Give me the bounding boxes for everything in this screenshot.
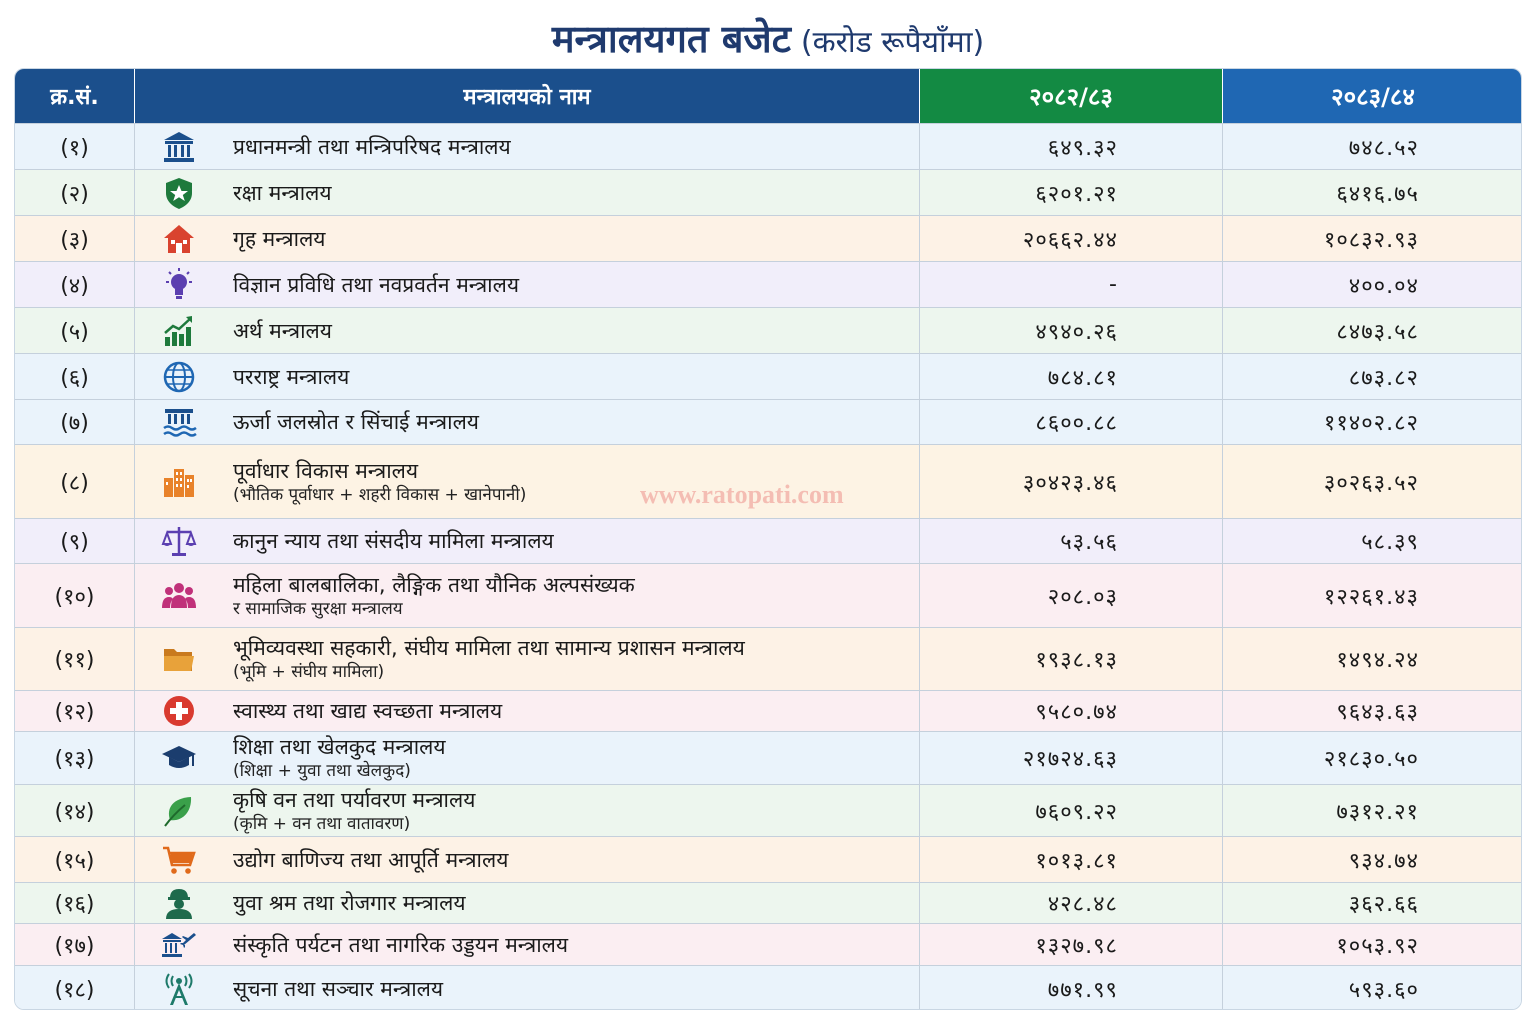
serial-number: (१६) xyxy=(15,882,135,923)
ministry-cell xyxy=(135,123,920,169)
folder-icon xyxy=(159,639,199,679)
ministry-name: ऊर्जा जलस्रोत र सिंचाई मन्त्रालय xyxy=(233,410,479,434)
ministry-name: भूमिव्यवस्था सहकारी, संघीय मामिला तथा सामान्य प्रशासन मन्त्रालय xyxy=(233,636,745,660)
ministry-name: विज्ञान प्रविधि तथा नवप्रवर्तन मन्त्रालय xyxy=(233,272,520,297)
budget-2083-84: ३०२६३.५२ xyxy=(1223,444,1522,518)
ministry-cell xyxy=(135,215,920,261)
budget-2082-83: २१७२४.६३ xyxy=(920,731,1223,784)
budget-2082-83: ६४९.३२ xyxy=(920,123,1223,169)
ministry-name: कृषि वन तथा पर्यावरण मन्त्रालय xyxy=(233,787,476,812)
medical-cross-icon xyxy=(159,691,199,731)
ministry-subtitle: (भूमि + संघीय मामिला) xyxy=(233,662,385,682)
ministry-cell xyxy=(135,518,920,563)
budget-2082-83: ९५८०.७४ xyxy=(920,690,1223,731)
ministry-cell xyxy=(135,169,920,215)
serial-number: (८) xyxy=(15,444,135,518)
balance-scale-icon xyxy=(159,521,199,561)
budget-2083-84: ९६४३.६३ xyxy=(1223,690,1522,731)
house-icon xyxy=(159,219,199,259)
graduation-cap-icon xyxy=(159,738,199,778)
ministry-cell xyxy=(135,627,920,690)
ministry-cell xyxy=(135,261,920,307)
budget-2083-84: ८७३.८२ xyxy=(1223,353,1522,399)
budget-2082-83: ६२०१.२१ xyxy=(920,169,1223,215)
radio-tower-icon xyxy=(159,969,199,1009)
budget-2083-84: १२२६१.४३ xyxy=(1223,563,1522,627)
ministry-cell xyxy=(135,690,920,731)
budget-2083-84: १०८३२.९३ xyxy=(1223,215,1522,261)
ministry-name: उद्योग बाणिज्य तथा आपूर्ति मन्त्रालय xyxy=(233,847,509,872)
globe-icon xyxy=(159,357,199,397)
ministry-subtitle: र सामाजिक सुरक्षा मन्त्रालय xyxy=(233,598,403,619)
serial-number: (३) xyxy=(15,215,135,261)
shield-star-icon xyxy=(159,173,199,213)
budget-2083-84: १०५३.९२ xyxy=(1223,923,1522,965)
title-unit: (करोड रूपैयाँमा) xyxy=(800,25,985,60)
government-building-icon xyxy=(159,127,199,167)
ministry-cell xyxy=(135,563,920,627)
dam-water-icon xyxy=(159,402,199,442)
budget-2083-84: ३६२.६६ xyxy=(1223,882,1522,923)
ministry-name: महिला बालबालिका, लैङ्गिक तथा यौनिक अल्पसंख्यक xyxy=(233,572,635,597)
budget-2082-83: १३२७.९८ xyxy=(920,923,1223,965)
serial-number: (११) xyxy=(15,627,135,690)
title-main: मन्त्रालयगत बजेट xyxy=(551,17,791,61)
ministry-cell xyxy=(135,836,920,882)
ministry-cell xyxy=(135,882,920,923)
ministry-name: सूचना तथा सञ्चार मन्त्रालय xyxy=(233,976,444,1001)
budget-2082-83: ५३.५६ xyxy=(920,518,1223,563)
serial-number: (१३) xyxy=(15,731,135,784)
budget-2083-84: २१८३०.५० xyxy=(1223,731,1522,784)
ministry-cell xyxy=(135,731,920,784)
ministry-name: स्वास्थ्य तथा खाद्य स्वच्छता मन्त्रालय xyxy=(233,699,503,723)
ministry-cell xyxy=(135,353,920,399)
budget-2082-83: ७६०९.२२ xyxy=(920,784,1223,836)
page-title xyxy=(0,12,1536,64)
budget-2082-83: - xyxy=(920,261,1223,307)
ministry-cell xyxy=(135,965,920,1010)
ministry-name: शिक्षा तथा खेलकुद मन्त्रालय xyxy=(233,735,446,759)
budget-2083-84: १४९४.२४ xyxy=(1223,627,1522,690)
worker-icon xyxy=(159,883,199,923)
leaf-icon xyxy=(159,791,199,831)
budget-2082-83: ४२८.४८ xyxy=(920,882,1223,923)
serial-number: (५) xyxy=(15,307,135,353)
budget-2083-84: ११४०२.८२ xyxy=(1223,399,1522,444)
ministry-name: संस्कृति पर्यटन तथा नागरिक उड्डयन मन्त्रालय xyxy=(233,932,569,957)
budget-2082-83: २०६६२.४४ xyxy=(920,215,1223,261)
budget-2083-84: ५८.३९ xyxy=(1223,518,1522,563)
budget-2083-84: ५९३.६० xyxy=(1223,965,1522,1010)
serial-number: (१७) xyxy=(15,923,135,965)
serial-number: (१०) xyxy=(15,563,135,627)
lightbulb-icon xyxy=(159,265,199,305)
budget-2082-83: १९३८.१३ xyxy=(920,627,1223,690)
serial-number: (१४) xyxy=(15,784,135,836)
budget-2083-84: ७४८.५२ xyxy=(1223,123,1522,169)
budget-2083-84: ४००.०४ xyxy=(1223,261,1522,307)
budget-2082-83: २०८.०३ xyxy=(920,563,1223,627)
city-buildings-icon xyxy=(159,462,199,502)
header-serial: क्र.सं. xyxy=(15,69,135,123)
ministry-cell xyxy=(135,923,920,965)
budget-2083-84: ८४७३.५८ xyxy=(1223,307,1522,353)
serial-number: (४) xyxy=(15,261,135,307)
serial-number: (१५) xyxy=(15,836,135,882)
serial-number: (१८) xyxy=(15,965,135,1010)
people-group-icon xyxy=(159,576,199,616)
ministry-name: गृह मन्त्रालय xyxy=(233,226,326,251)
serial-number: (७) xyxy=(15,399,135,444)
budget-table xyxy=(14,68,1522,1010)
budget-2082-83: १०१३.८१ xyxy=(920,836,1223,882)
budget-2082-83: ८६००.८८ xyxy=(920,399,1223,444)
shopping-cart-icon xyxy=(159,840,199,880)
serial-number: (६) xyxy=(15,353,135,399)
ministry-subtitle: (कृमि + वन तथा वातावरण) xyxy=(233,813,411,834)
ministry-cell xyxy=(135,784,920,836)
ministry-name: युवा श्रम तथा रोजगार मन्त्रालय xyxy=(233,891,466,915)
serial-number: (९) xyxy=(15,518,135,563)
ministry-cell xyxy=(135,399,920,444)
ministry-name: परराष्ट्र मन्त्रालय xyxy=(233,364,350,389)
ministry-subtitle: (शिक्षा + युवा तथा खेलकुद) xyxy=(233,761,411,781)
budget-2083-84: ६४१६.७५ xyxy=(1223,169,1522,215)
budget-2083-84: ७३१२.२१ xyxy=(1223,784,1522,836)
budget-2082-83: ३०४२३.४६ xyxy=(920,444,1223,518)
budget-2082-83: ७८४.८१ xyxy=(920,353,1223,399)
header-ministry-name: मन्त्रालयको नाम xyxy=(135,69,920,123)
ministry-name: प्रधानमन्त्री तथा मन्त्रिपरिषद मन्त्रालय xyxy=(233,134,511,159)
ministry-name: रक्षा मन्त्रालय xyxy=(233,180,332,205)
ministry-name: अर्थ मन्त्रालय xyxy=(233,318,332,343)
serial-number: (२) xyxy=(15,169,135,215)
serial-number: (१) xyxy=(15,123,135,169)
ministry-name: कानुन न्याय तथा संसदीय मामिला मन्त्रालय xyxy=(233,529,554,553)
budget-2082-83: ७७१.९९ xyxy=(920,965,1223,1010)
header-year-1: २०८२/८३ xyxy=(920,69,1223,123)
serial-number: (१२) xyxy=(15,690,135,731)
growth-chart-icon xyxy=(159,311,199,351)
ministry-subtitle: (भौतिक पूर्वाधार + शहरी विकास + खानेपानी) xyxy=(233,484,527,505)
budget-2082-83: ४९४०.२६ xyxy=(920,307,1223,353)
ministry-cell xyxy=(135,307,920,353)
museum-plane-icon xyxy=(159,925,199,965)
ministry-name: पूर्वाधार विकास मन्त्रालय xyxy=(233,458,419,483)
budget-2083-84: ९३४.७४ xyxy=(1223,836,1522,882)
header-year-2: २०८३/८४ xyxy=(1223,69,1522,123)
watermark: www.ratopati.com xyxy=(640,480,844,509)
